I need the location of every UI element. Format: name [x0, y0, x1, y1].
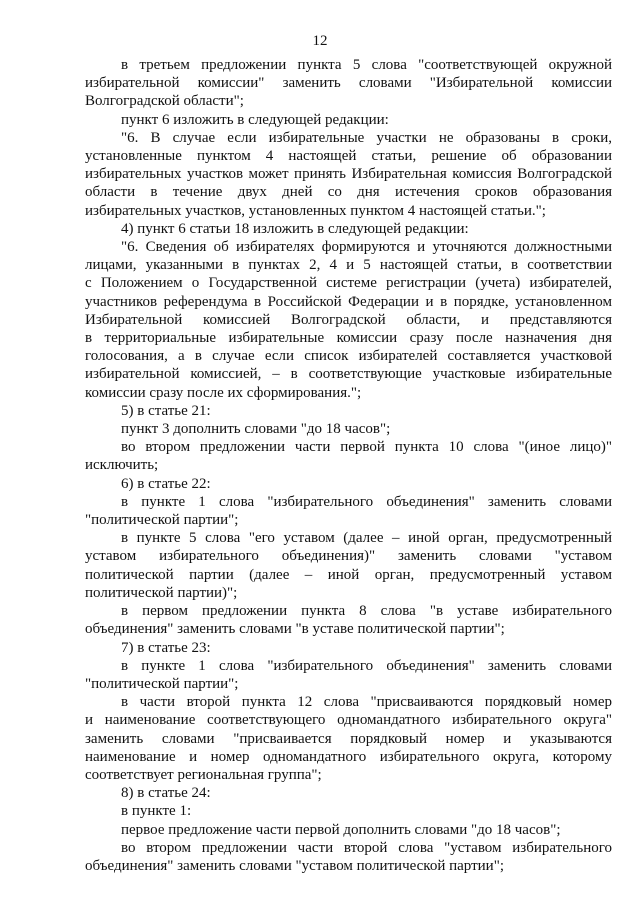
paragraph-line: 4) пункт 6 статьи 18 изложить в следующей редакции: [121, 220, 469, 237]
paragraph [85, 438, 612, 474]
paragraph-line: избирательных участков может принять Избирательная комиссия Волгоградской [85, 166, 612, 183]
paragraph [85, 129, 612, 220]
paragraph [85, 693, 612, 784]
paragraph-line: соответствует региональная группа"; [85, 766, 322, 783]
paragraph-line: объединения" заменить словами "в уставе политической партии"; [85, 621, 505, 638]
paragraph-line: области в течение двух дней со дня истечения сроков образования [85, 184, 612, 201]
paragraph-line: избирательной комиссии" заменить словами "Избирательной комиссии [85, 75, 612, 92]
paragraph-line: в части второй пункта 12 слова "присваиваются порядковый номер [121, 694, 612, 711]
paragraph-line: во втором предложении части первой пункта 10 слова "(иное лицо)" [121, 439, 612, 456]
paragraph-line: пункт 6 изложить в следующей редакции: [121, 111, 389, 128]
paragraph-line: во втором предложении части второй слова "уставом избирательного [121, 839, 612, 856]
paragraph-line: политической партии (далее – иной орган, предусмотренный уставом [85, 566, 612, 583]
paragraph [85, 602, 612, 638]
paragraph [85, 529, 612, 602]
paragraph [85, 839, 612, 875]
paragraph-line: в пункте 1 слова "избирательного объединения" заменить словами [121, 657, 612, 674]
paragraph-line: избирательной комиссией, – в соответствующие участковые избирательные [85, 366, 612, 383]
paragraph [85, 657, 612, 693]
paragraph-line: в территориальные избирательные комиссии сразу после назначения дня [85, 330, 612, 347]
paragraph-line: политической партии)"; [85, 584, 238, 601]
paragraph [85, 639, 612, 657]
paragraph [85, 420, 612, 438]
paragraph [85, 111, 612, 129]
paragraph-line: комиссии сразу после их сформирования."; [85, 384, 362, 401]
paragraph [85, 802, 612, 820]
paragraph-line: участников референдума в Российской Федерации и в порядке, установленном [85, 293, 612, 310]
paragraph [85, 475, 612, 493]
paragraph-line: 7) в статье 23: [121, 639, 211, 656]
paragraph-line: лицами, указанными в пунктах 2, 4 и 5 настоящей статьи, в соответствии [85, 257, 612, 274]
paragraph-line: установленные пунктом 4 настоящей статьи, решение об образовании [85, 148, 612, 165]
paragraph-line: избирательных участков, установленных пунктом 4 настоящей статьи."; [85, 202, 546, 219]
paragraph [85, 56, 612, 111]
paragraph-line: в пункте 1: [121, 803, 192, 820]
paragraph-line: с Положением о Государственной системе регистрации (учета) избирателей, [85, 275, 612, 292]
page-number: 12 [312, 33, 328, 49]
paragraph-line: в третьем предложении пункта 5 слова "соответствующей окружной [121, 57, 612, 73]
paragraph-line: заменить словами "присваивается порядковый номер и указываются [85, 730, 612, 747]
paragraph-line: Избирательной комиссией Волгоградской области, и представляются [85, 311, 612, 328]
paragraph [85, 238, 612, 402]
document-body [85, 56, 612, 875]
paragraph [85, 784, 612, 802]
paragraph [85, 220, 612, 238]
paragraph-line: объединения" заменить словами "уставом политической партии"; [85, 857, 504, 874]
paragraph [85, 493, 612, 529]
paragraph-line: 5) в статье 21: [121, 402, 211, 419]
paragraph-line: в пункте 1 слова "избирательного объединения" заменить словами [121, 493, 612, 510]
paragraph-line: "политической партии"; [85, 675, 239, 692]
paragraph-line: наименование и номер одномандатного избирательного округа, которому [85, 748, 612, 765]
paragraph-line: голосования, а в случае если список избирателей составляется участковой [85, 348, 612, 365]
paragraph-line: первое предложение части первой дополнить словами "до 18 часов"; [121, 821, 561, 838]
paragraph-line: "6. В случае если избирательные участки не образованы в сроки, [121, 129, 612, 146]
paragraph [85, 402, 612, 420]
paragraph-line: 8) в статье 24: [121, 785, 211, 802]
paragraph-line: исключить; [85, 457, 159, 474]
paragraph-line: в первом предложении пункта 8 слова "в уставе избирательного [121, 603, 612, 620]
paragraph-line: "6. Сведения об избирателях формируются и уточняются должностными [121, 239, 612, 256]
paragraph-line: уставом избирательного объединения)" заменить словами "уставом [85, 548, 612, 565]
paragraph-line: в пункте 5 слова "его уставом (далее – иной орган, предусмотренный [121, 530, 612, 547]
paragraph [85, 821, 612, 839]
paragraph-line: 6) в статье 22: [121, 475, 211, 492]
paragraph-line: пункт 3 дополнить словами "до 18 часов"; [121, 421, 391, 438]
paragraph-line: "политической партии"; [85, 512, 239, 529]
paragraph-line: и наименование соответствующего одномандатного избирательного округа" [85, 712, 612, 729]
paragraph-line: Волгоградской области"; [85, 93, 244, 110]
